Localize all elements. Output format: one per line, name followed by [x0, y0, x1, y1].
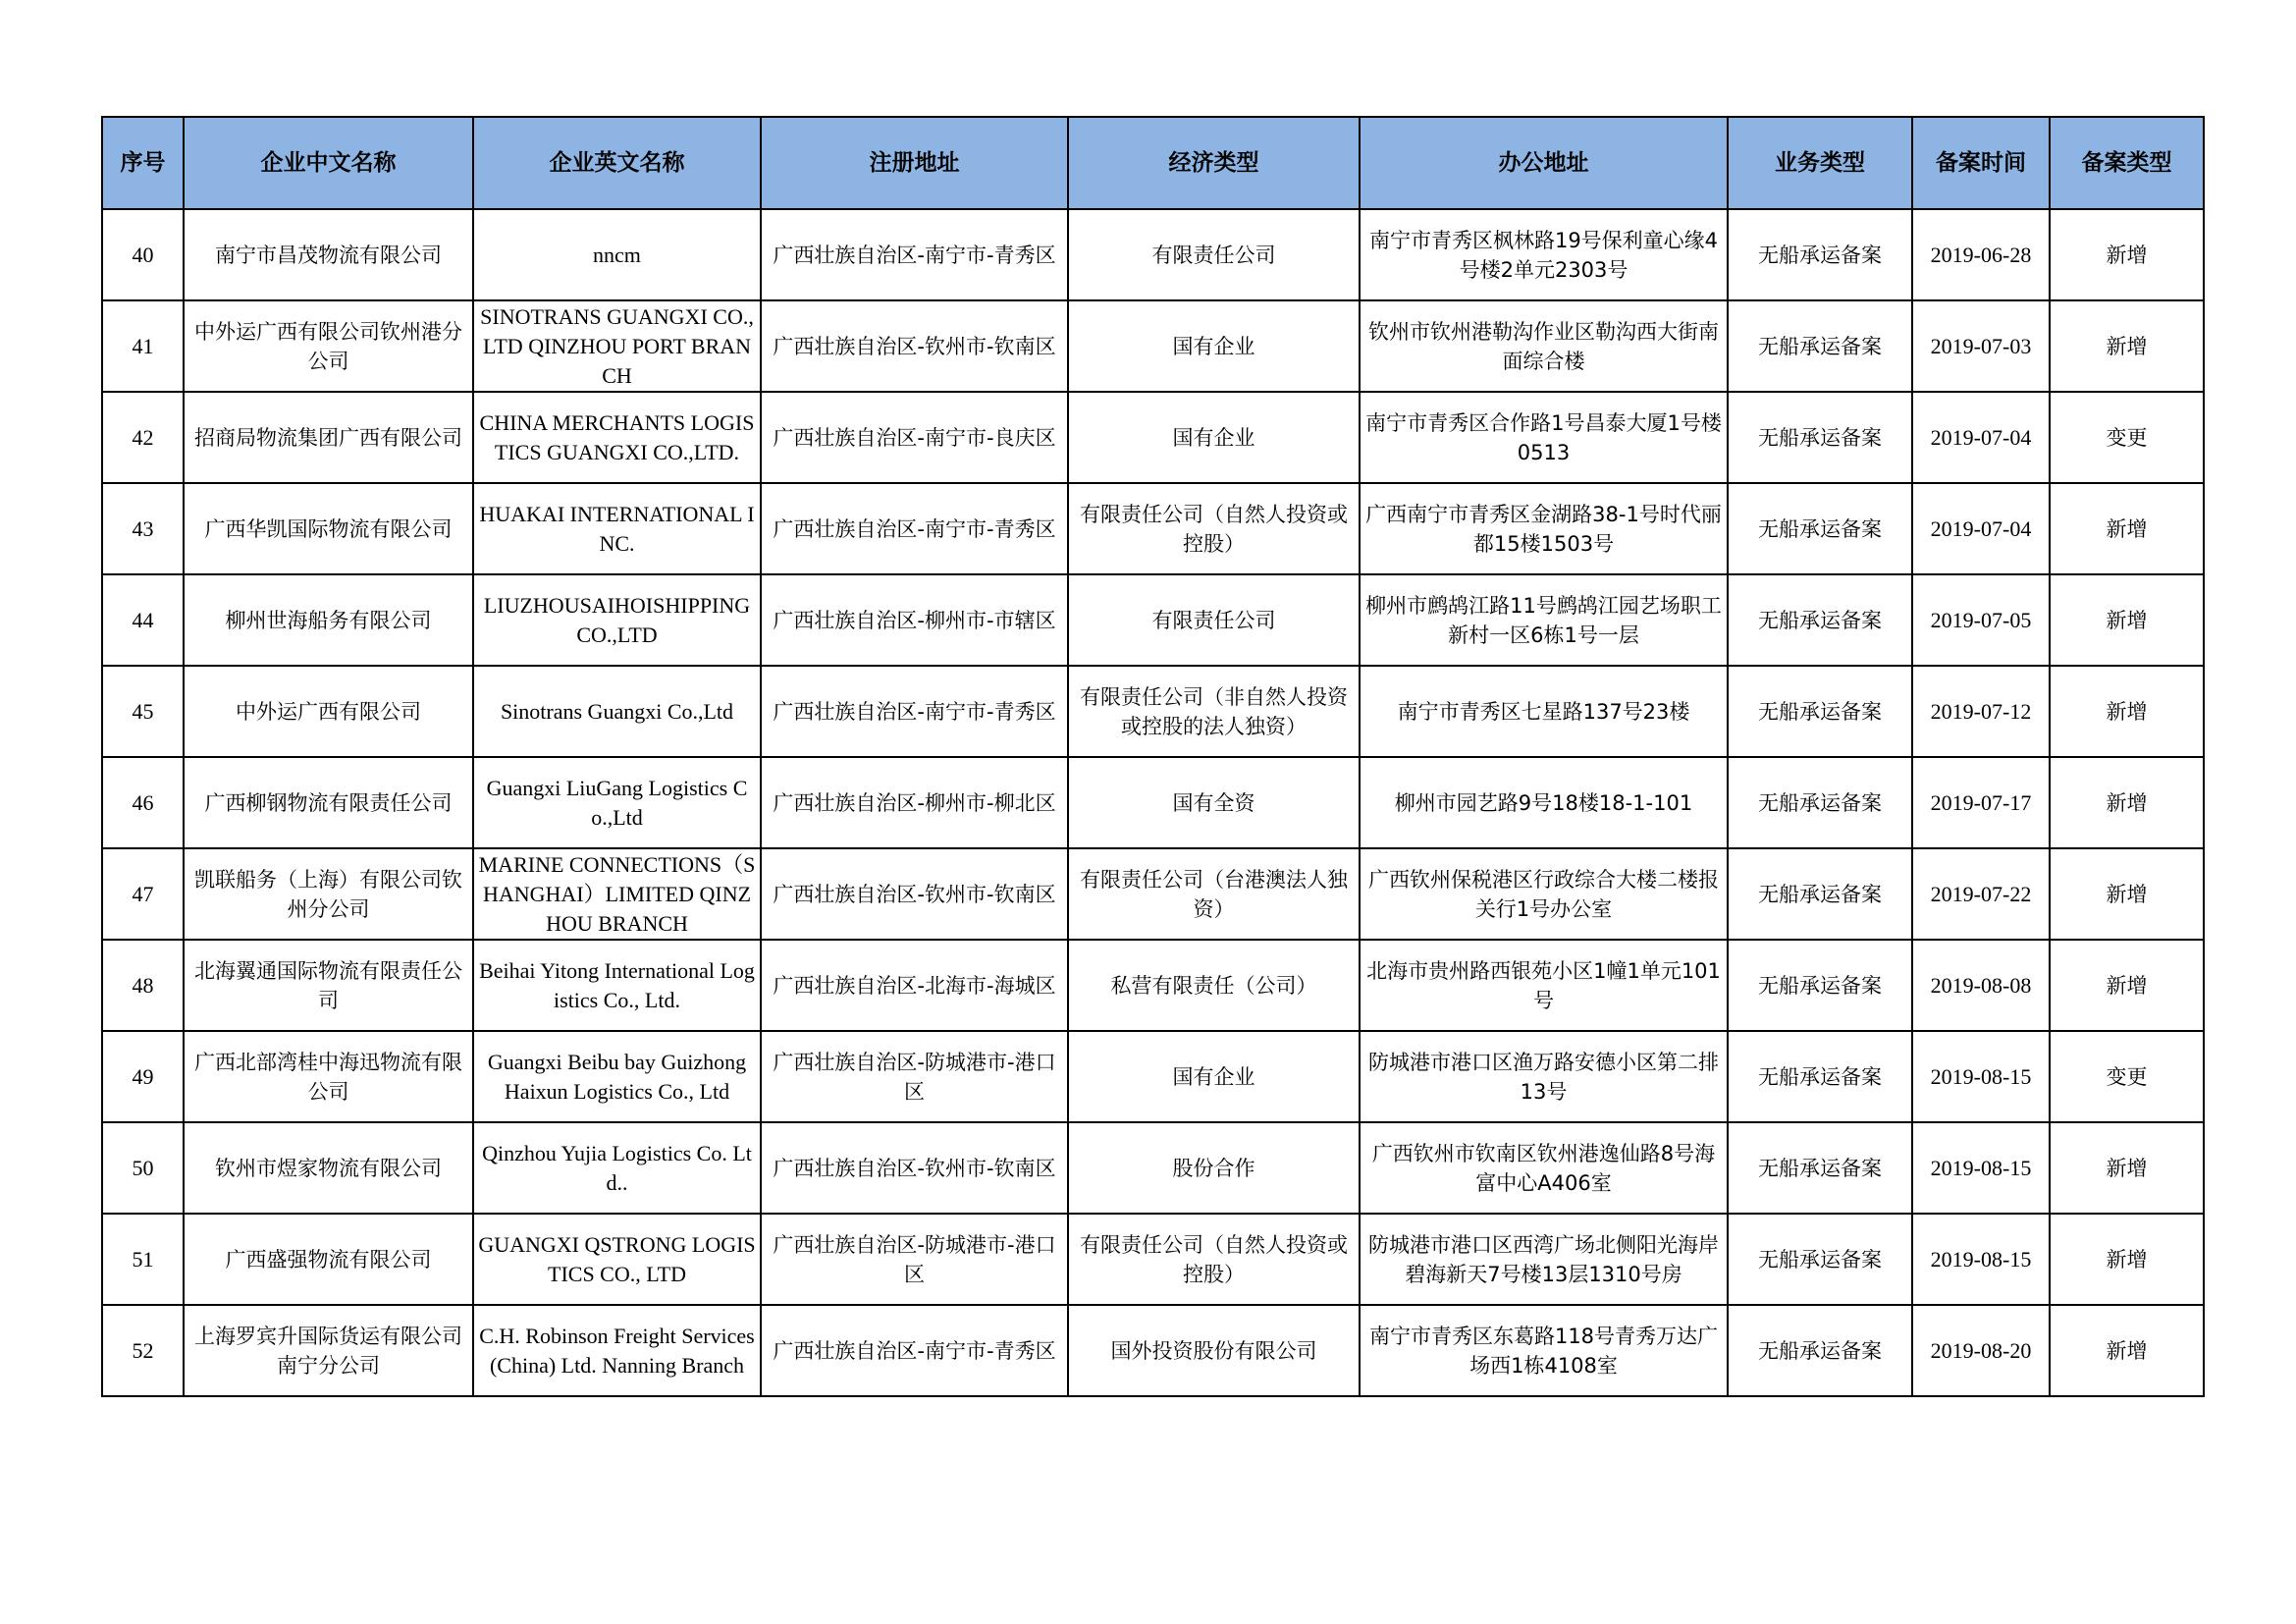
cell-company-en: Sinotrans Guangxi Co.,Ltd: [473, 666, 761, 757]
cell-index: 44: [102, 574, 184, 666]
cell-filing-date: 2019-08-08: [1912, 940, 2050, 1031]
cell-index: 50: [102, 1122, 184, 1214]
cell-registered-address: 广西壮族自治区-南宁市-青秀区: [761, 1305, 1068, 1396]
cell-company-en: CHINA MERCHANTS LOGISTICS GUANGXI CO.,LTD.: [473, 392, 761, 483]
cell-office-address: 柳州市鹧鸪江路11号鹧鸪江园艺场职工新村一区6栋1号一层: [1360, 574, 1728, 666]
cell-office-address: 柳州市园艺路9号18楼18-1-101: [1360, 757, 1728, 848]
cell-company-en: Guangxi LiuGang Logistics Co.,Ltd: [473, 757, 761, 848]
cell-company-en: Beihai Yitong International Logistics Co., Ltd.: [473, 940, 761, 1031]
cell-office-address: 北海市贵州路西银苑小区1幢1单元101号: [1360, 940, 1728, 1031]
cell-filing-date: 2019-08-15: [1912, 1122, 2050, 1214]
cell-economic-type: 有限责任公司: [1068, 209, 1360, 300]
cell-company-cn: 广西盛强物流有限公司: [184, 1214, 473, 1305]
cell-business-type: 无船承运备案: [1728, 1214, 1912, 1305]
cell-registered-address: 广西壮族自治区-南宁市-青秀区: [761, 666, 1068, 757]
cell-registered-address: 广西壮族自治区-防城港市-港口区: [761, 1214, 1068, 1305]
cell-company-cn: 上海罗宾升国际货运有限公司南宁分公司: [184, 1305, 473, 1396]
cell-filing-type: 新增: [2050, 666, 2204, 757]
table-row: [102, 1305, 2204, 1396]
cell-filing-date: 2019-06-28: [1912, 209, 2050, 300]
cell-company-cn: 中外运广西有限公司钦州港分公司: [184, 300, 473, 392]
cell-office-address: 南宁市青秀区七星路137号23楼: [1360, 666, 1728, 757]
cell-office-address: 南宁市青秀区合作路1号昌泰大厦1号楼0513: [1360, 392, 1728, 483]
cell-economic-type: 国有企业: [1068, 392, 1360, 483]
cell-filing-date: 2019-07-17: [1912, 757, 2050, 848]
cell-filing-date: 2019-08-15: [1912, 1214, 2050, 1305]
cell-registered-address: 广西壮族自治区-柳州市-柳北区: [761, 757, 1068, 848]
cell-index: 42: [102, 392, 184, 483]
cell-economic-type: 有限责任公司（台港澳法人独资）: [1068, 848, 1360, 940]
cell-office-address: 广西钦州市钦南区钦州港逸仙路8号海富中心A406室: [1360, 1122, 1728, 1214]
cell-company-cn: 凯联船务（上海）有限公司钦州分公司: [184, 848, 473, 940]
cell-index: 46: [102, 757, 184, 848]
table-row: [102, 209, 2204, 300]
cell-filing-date: 2019-07-03: [1912, 300, 2050, 392]
cell-filing-date: 2019-07-04: [1912, 483, 2050, 574]
cell-filing-date: 2019-07-22: [1912, 848, 2050, 940]
header-row: [102, 117, 2204, 209]
cell-filing-type: 新增: [2050, 1122, 2204, 1214]
cell-economic-type: 国有全资: [1068, 757, 1360, 848]
cell-filing-type: 新增: [2050, 940, 2204, 1031]
cell-business-type: 无船承运备案: [1728, 940, 1912, 1031]
header-office-address: 办公地址: [1360, 117, 1728, 209]
cell-business-type: 无船承运备案: [1728, 848, 1912, 940]
table-row: [102, 300, 2204, 392]
table-row: [102, 574, 2204, 666]
header-filing-type: 备案类型: [2050, 117, 2204, 209]
cell-company-cn: 南宁市昌茂物流有限公司: [184, 209, 473, 300]
table-row: [102, 940, 2204, 1031]
cell-company-en: Guangxi Beibu bay Guizhong Haixun Logistics Co., Ltd: [473, 1031, 761, 1122]
cell-company-cn: 广西华凯国际物流有限公司: [184, 483, 473, 574]
cell-business-type: 无船承运备案: [1728, 483, 1912, 574]
cell-filing-type: 变更: [2050, 1031, 2204, 1122]
table-row: [102, 1214, 2204, 1305]
cell-company-en: LIUZHOUSAIHOISHIPPINGCO.,LTD: [473, 574, 761, 666]
cell-index: 43: [102, 483, 184, 574]
header-company-cn: 企业中文名称: [184, 117, 473, 209]
cell-registered-address: 广西壮族自治区-钦州市-钦南区: [761, 1122, 1068, 1214]
cell-index: 40: [102, 209, 184, 300]
cell-company-en: GUANGXI QSTRONG LOGISTICS CO., LTD: [473, 1214, 761, 1305]
cell-company-en: Qinzhou Yujia Logistics Co. Ltd..: [473, 1122, 761, 1214]
cell-index: 45: [102, 666, 184, 757]
cell-registered-address: 广西壮族自治区-南宁市-良庆区: [761, 392, 1068, 483]
table-row: [102, 1122, 2204, 1214]
cell-business-type: 无船承运备案: [1728, 300, 1912, 392]
cell-index: 51: [102, 1214, 184, 1305]
cell-office-address: 钦州市钦州港勒沟作业区勒沟西大街南面综合楼: [1360, 300, 1728, 392]
cell-registered-address: 广西壮族自治区-柳州市-市辖区: [761, 574, 1068, 666]
filing-table: [101, 116, 2205, 1397]
table-row: [102, 666, 2204, 757]
header-company-en: 企业英文名称: [473, 117, 761, 209]
cell-filing-type: 新增: [2050, 757, 2204, 848]
cell-index: 49: [102, 1031, 184, 1122]
cell-economic-type: 国有企业: [1068, 1031, 1360, 1122]
cell-index: 48: [102, 940, 184, 1031]
cell-business-type: 无船承运备案: [1728, 392, 1912, 483]
cell-filing-date: 2019-07-12: [1912, 666, 2050, 757]
cell-business-type: 无船承运备案: [1728, 666, 1912, 757]
header-filing-date: 备案时间: [1912, 117, 2050, 209]
cell-filing-type: 新增: [2050, 1214, 2204, 1305]
table-row: [102, 1031, 2204, 1122]
cell-business-type: 无船承运备案: [1728, 574, 1912, 666]
cell-filing-date: 2019-07-04: [1912, 392, 2050, 483]
cell-economic-type: 有限责任公司（自然人投资或控股）: [1068, 483, 1360, 574]
cell-economic-type: 国有企业: [1068, 300, 1360, 392]
cell-filing-type: 新增: [2050, 574, 2204, 666]
cell-index: 52: [102, 1305, 184, 1396]
cell-index: 41: [102, 300, 184, 392]
cell-business-type: 无船承运备案: [1728, 1031, 1912, 1122]
cell-registered-address: 广西壮族自治区-北海市-海城区: [761, 940, 1068, 1031]
cell-registered-address: 广西壮族自治区-钦州市-钦南区: [761, 300, 1068, 392]
cell-company-cn: 钦州市煜家物流有限公司: [184, 1122, 473, 1214]
cell-business-type: 无船承运备案: [1728, 1305, 1912, 1396]
cell-registered-address: 广西壮族自治区-防城港市-港口区: [761, 1031, 1068, 1122]
cell-economic-type: 私营有限责任（公司）: [1068, 940, 1360, 1031]
cell-office-address: 广西钦州保税港区行政综合大楼二楼报关行1号办公室: [1360, 848, 1728, 940]
cell-filing-type: 新增: [2050, 209, 2204, 300]
header-economic-type: 经济类型: [1068, 117, 1360, 209]
cell-filing-date: 2019-07-05: [1912, 574, 2050, 666]
cell-office-address: 防城港市港口区渔万路安德小区第二排13号: [1360, 1031, 1728, 1122]
cell-economic-type: 有限责任公司: [1068, 574, 1360, 666]
header-registered-address: 注册地址: [761, 117, 1068, 209]
cell-office-address: 防城港市港口区西湾广场北侧阳光海岸碧海新天7号楼13层1310号房: [1360, 1214, 1728, 1305]
cell-economic-type: 股份合作: [1068, 1122, 1360, 1214]
cell-registered-address: 广西壮族自治区-南宁市-青秀区: [761, 483, 1068, 574]
cell-economic-type: 有限责任公司（非自然人投资或控股的法人独资）: [1068, 666, 1360, 757]
table-row: [102, 848, 2204, 940]
cell-filing-type: 新增: [2050, 300, 2204, 392]
cell-economic-type: 国外投资股份有限公司: [1068, 1305, 1360, 1396]
cell-filing-type: 新增: [2050, 483, 2204, 574]
cell-company-en: nncm: [473, 209, 761, 300]
cell-office-address: 南宁市青秀区枫林路19号保利童心缘4号楼2单元2303号: [1360, 209, 1728, 300]
cell-economic-type: 有限责任公司（自然人投资或控股）: [1068, 1214, 1360, 1305]
cell-business-type: 无船承运备案: [1728, 209, 1912, 300]
cell-filing-type: 新增: [2050, 1305, 2204, 1396]
cell-filing-type: 新增: [2050, 848, 2204, 940]
cell-office-address: 广西南宁市青秀区金湖路38-1号时代丽都15楼1503号: [1360, 483, 1728, 574]
cell-company-cn: 招商局物流集团广西有限公司: [184, 392, 473, 483]
cell-business-type: 无船承运备案: [1728, 757, 1912, 848]
cell-company-cn: 柳州世海船务有限公司: [184, 574, 473, 666]
cell-business-type: 无船承运备案: [1728, 1122, 1912, 1214]
table-row: [102, 757, 2204, 848]
cell-company-en: MARINE CONNECTIONS（SHANGHAI）LIMITED QINZHOU BRANCH: [473, 848, 761, 940]
cell-company-cn: 广西柳钢物流有限责任公司: [184, 757, 473, 848]
cell-filing-date: 2019-08-20: [1912, 1305, 2050, 1396]
cell-filing-type: 变更: [2050, 392, 2204, 483]
table-row: [102, 392, 2204, 483]
cell-company-cn: 北海翼通国际物流有限责任公司: [184, 940, 473, 1031]
cell-filing-date: 2019-08-15: [1912, 1031, 2050, 1122]
cell-index: 47: [102, 848, 184, 940]
cell-registered-address: 广西壮族自治区-钦州市-钦南区: [761, 848, 1068, 940]
cell-company-en: SINOTRANS GUANGXI CO.,LTD QINZHOU PORT BRANCH: [473, 300, 761, 392]
cell-company-cn: 中外运广西有限公司: [184, 666, 473, 757]
header-business-type: 业务类型: [1728, 117, 1912, 209]
header-index: 序号: [102, 117, 184, 209]
table-row: [102, 483, 2204, 574]
cell-office-address: 南宁市青秀区东葛路118号青秀万达广场西1栋4108室: [1360, 1305, 1728, 1396]
cell-company-en: C.H. Robinson Freight Services (China) Ltd. Nanning Branch: [473, 1305, 761, 1396]
cell-company-en: HUAKAI INTERNATIONAL INC.: [473, 483, 761, 574]
cell-registered-address: 广西壮族自治区-南宁市-青秀区: [761, 209, 1068, 300]
cell-company-cn: 广西北部湾桂中海迅物流有限公司: [184, 1031, 473, 1122]
